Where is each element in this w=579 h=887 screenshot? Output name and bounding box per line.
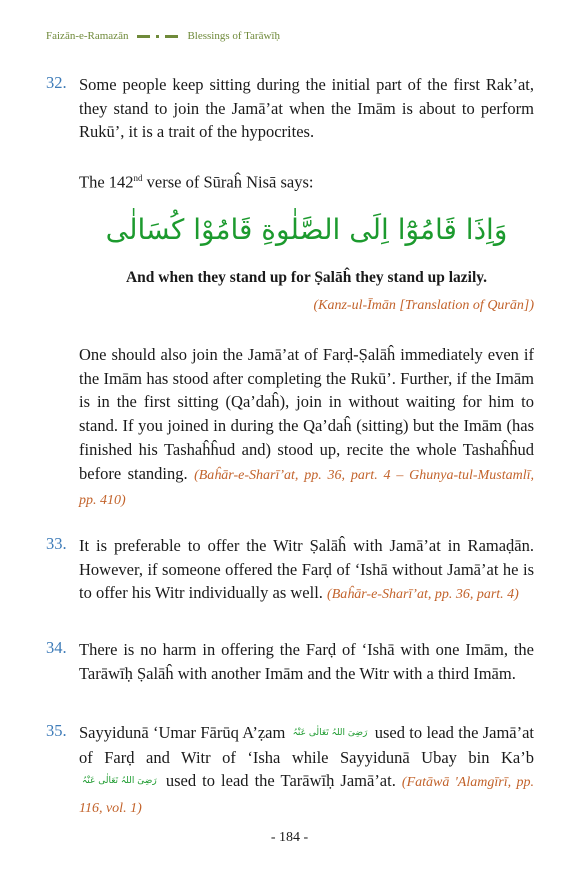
page-number: - 184 - — [270, 830, 309, 845]
paragraph-reference: (Baĥār-e-Sharī’at, pp. 36, part. 4 – Ghunya-tul-Mustamlī, pp. 410) — [79, 467, 534, 509]
item-reference: (Fatāwā 'Alamgīrī, pp. 116, vol. 1) — [79, 775, 535, 817]
verse-reference: (Kanz-ul-Īmān [Translation of Qurān]) — [313, 298, 534, 313]
body-paragraph: One should also join the Jamā’at of Farḍ-Ṣalāĥ immediately even if the Imām has stood after completing the Rukū’. Further, if the Imām is in the first sitting (Qa’daĥ), join in without waiting for him to stand. If you joined in during the Qa’daĥ (sitting) but the Imām (has finished his Tashaĥĥud and) stood up, recite the whole Tashaĥĥud before standing. (Baĥār-e-Sharī’at, pp. 36, part. 4 – Ghunya-tul-Mustamlī, pp. 410) — [79, 345, 534, 509]
honorific-text: رَضِیَ اللہُ تَعَالٰی عَنْہُ — [82, 776, 157, 787]
header-separator — [137, 35, 178, 38]
item-number: 33. — [46, 534, 67, 553]
item-text: Sayyidunā ‘Umar Fārūq A’ẓam رَضِیَ اللہُ تَعَالٰی عَنْہُ used to lead the Jamā’at of Farḍ and Witr of ‘Isha while Sayyidunā Ubay bin Ka’b رَضِیَ اللہُ تَعَالٰی عَنْہُ used to lead the Tarāwīḥ Jamā’at. (Fatāwā 'Alamgīrī, pp. 116, vol. 1) — [79, 723, 535, 817]
verse-translation: And when they stand up for Ṣalāĥ they stand up lazily. — [125, 269, 488, 286]
quran-verse-arabic: وَاِذَا قَامُوْٓا اِلَى الصَّلٰوةِ قَامُوْا كُسَالٰى — [105, 213, 508, 246]
item-number: 34. — [46, 638, 67, 657]
header-chapter-title: Blessings of Tarāwīḥ — [187, 30, 280, 42]
item-text: Some people keep sitting during the initial part of the first Rak’at, they stand to join the Jamā’at when the Imām is about to perform Rukū’, it is a trait of the hypocrites. — [79, 75, 534, 142]
item-number: 32. — [46, 73, 67, 92]
item-number: 35. — [46, 721, 67, 740]
item-text: There is no harm in offering the Farḍ of ‘Ishā with one Imām, the Tarāwīḥ Ṣalāĥ with another Imām and the Witr with a third Imām. — [79, 640, 534, 683]
item-text: It is preferable to offer the Witr Ṣalāĥ with Jamā’at in Ramaḍān. However, if someone offered the Farḍ of ‘Ishā without Jamā’at he is to offer his Witr individually as well. (Baĥār-e-Sharī’at, pp. 36, part. 4) — [79, 536, 534, 603]
verse-intro: The 142nd verse of Sūraĥ Nisā says: — [79, 172, 314, 192]
running-header — [46, 30, 280, 42]
honorific-text: رَضِیَ اللہُ تَعَالٰی عَنْہُ — [292, 728, 368, 738]
item-reference: (Baĥār-e-Sharī’at, pp. 36, part. 4) — [327, 587, 519, 603]
header-book-title: Faizān-e-Ramazān — [46, 30, 129, 42]
